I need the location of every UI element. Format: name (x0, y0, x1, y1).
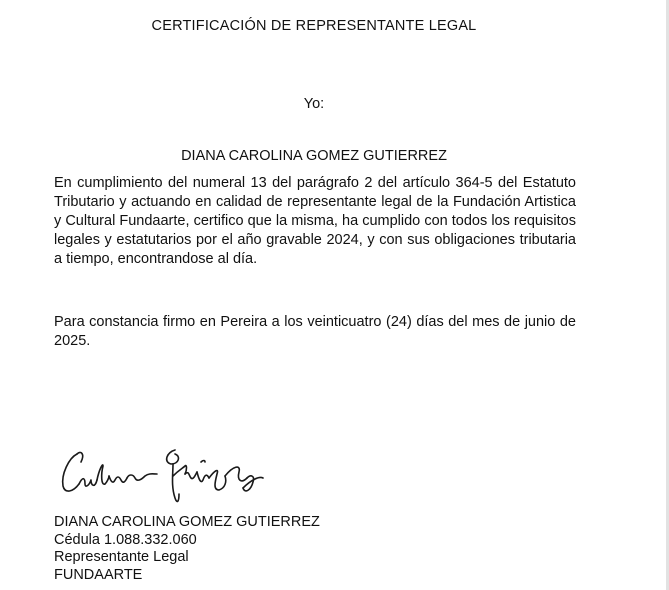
signer-role: Representante Legal (54, 549, 189, 565)
signer-name: DIANA CAROLINA GOMEZ GUTIERREZ (54, 514, 320, 530)
attestation-paragraph: Para constancia firmo en Pereira a los veinticuatro (24) días del mes de junio de 2025. (54, 314, 576, 349)
declarant-name: DIANA CAROLINA GOMEZ GUTIERREZ (181, 148, 447, 164)
signature-block (54, 514, 320, 584)
document-title: CERTIFICACIÓN DE REPRESENTANTE LEGAL (151, 18, 477, 34)
signer-organization: FUNDAARTE (54, 566, 143, 583)
certification-paragraph: En cumplimiento del numeral 13 del parágrafo 2 del artículo 364-5 del Estatuto Tributario y actuando en calidad de representante legal de la Fundación Artistica y Cultural Fundaarte, certifico que la misma, ha cumplido con todos los requisitos legales y estatutarios por el año gravable 2024, y con sus obligaciones tributaria a tiempo, encontrandose al día. (54, 175, 576, 267)
handwritten-signature-icon (55, 440, 270, 506)
signer-id: Cédula 1.088.332.060 (54, 531, 197, 548)
salutation: Yo: (303, 96, 325, 112)
